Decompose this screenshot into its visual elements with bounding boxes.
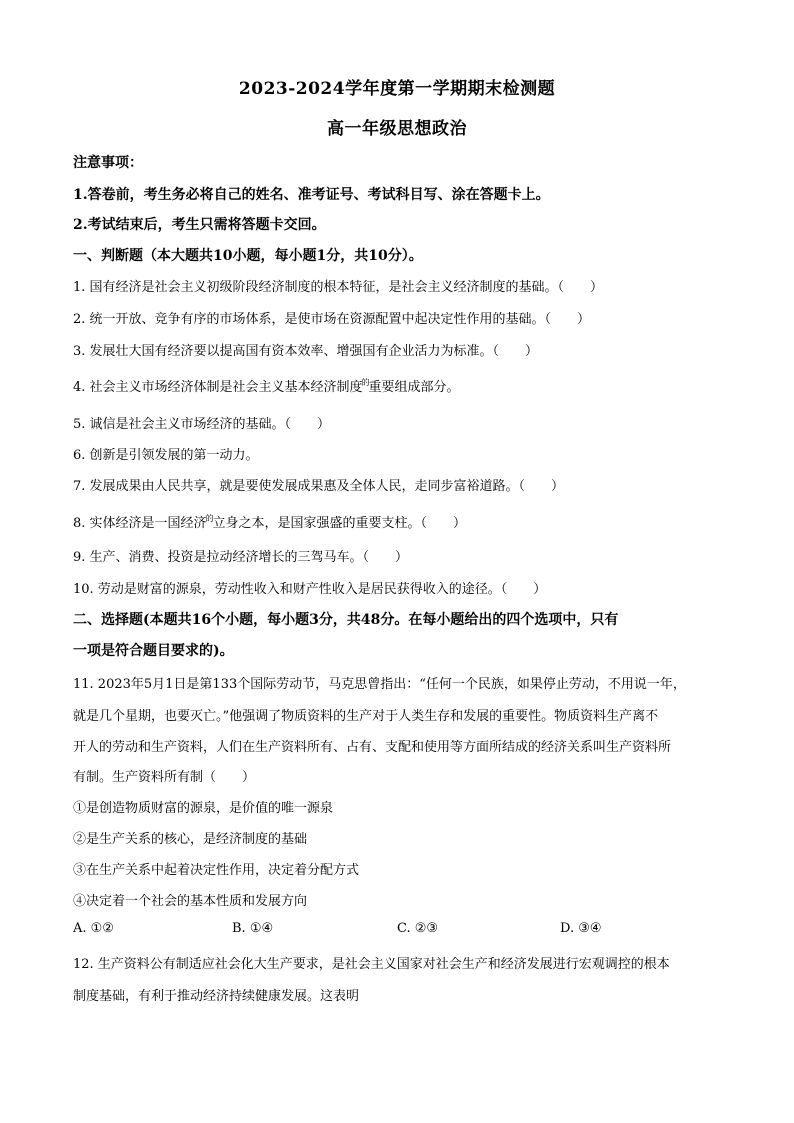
question-11-option-a: A. ①② (73, 921, 114, 936)
question-12-line-2: 制度基础，有利于推动经济持续健康发展。这表明 (73, 989, 360, 1004)
question-11-line-1: 11. 2023年5月1日是第133个国际劳动节，马克思曾指出：“任何一个民族，如果停止劳动，不用说一年， (73, 677, 686, 692)
exam-subtitle: 高一年级思想政治 (327, 119, 467, 139)
section2-heading-line1: 二、选择题(本题共16个小题，每小题3分，共48分。在每小题给出的四个选项中，只有 (73, 612, 619, 628)
question-12-line-1: 12. 生产资料公有制适应社会化大生产要求，是社会主义国家对社会生产和经济发展进行宏观调控的根本 (73, 957, 670, 972)
judge-question-3: 3. 发展壮大国有经济要以提高国有资本效率、增强国有企业活力为标准。（ ） (73, 344, 539, 359)
judge-question-6: 6. 创新是引领发展的第一动力。 (73, 448, 259, 463)
question-11-line-4: 有制。生产资料所有制（ ） (73, 770, 256, 785)
question-11-statement-1: ①是创造物质财富的源泉，是价值的唯一源泉 (73, 801, 334, 816)
notice-heading: 注意事项： (73, 155, 143, 171)
exam-title: 2023-2024学年度第一学期期末检测题 (238, 79, 556, 99)
judge-question-2: 2. 统一开放、竞争有序的市场体系，是使市场在资源配置中起决定性作用的基础。（ ） (73, 312, 591, 327)
question-11-line-2: 就是几个星期，也要灭亡。”他强调了物质资料的生产对于人类生存和发展的重要性。物质资料生产离不 (73, 709, 659, 724)
judge-question-5: 5. 诚信是社会主义市场经济的基础。（ ） (73, 417, 331, 432)
question-11-option-d: D. ③④ (560, 921, 602, 936)
question-11-statement-4: ④决定着一个社会的基本性质和发展方向 (73, 894, 308, 909)
judge-question-7: 7. 发展成果由人民共享，就是要使发展成果惠及全体人民，走同步富裕道路。（ ） (73, 479, 565, 494)
judge-question-8: 8. 实体经济是一国经济$^的$立身之本，是国家强盛的重要支柱。（ ） (73, 514, 467, 531)
question-11-option-b: B. ①④ (232, 921, 274, 936)
judge-question-9: 9. 生产、消费、投资是拉动经济增长的三驾马车。（ ） (73, 550, 409, 565)
notice-item-2: 2.考试结束后，考生只需将答题卡交回。 (73, 217, 326, 233)
judge-question-4: 4. 社会主义市场经济体制是社会主义基本经济制度$^的$重要组成部分。 (73, 378, 460, 395)
question-11-option-c: C. ②③ (397, 921, 439, 936)
notice-item-1: 1.答卷前，考生务必将自己的姓名、准考证号、考试科目写、涂在答题卡上。 (73, 187, 550, 203)
question-11-statement-2: ②是生产关系的核心，是经济制度的基础 (73, 832, 308, 847)
section2-heading-line2: 一项是符合题目要求的)。 (73, 643, 234, 659)
question-11-line-3: 开人的劳动和生产资料，人们在生产资料所有、占有、支配和使用等方面所结成的经济关系叫生产资料所 (73, 740, 672, 755)
judge-question-10: 10. 劳动是财富的源泉，劳动性收入和财产性收入是居民获得收入的途径。（ ） (73, 582, 547, 597)
judge-question-1: 1. 国有经济是社会主义初级阶段经济制度的根本特征，是社会主义经济制度的基础。（ ） (73, 280, 604, 295)
section1-heading: 一、判断题（本大题共10小题，每小题1分，共10分）。 (73, 248, 423, 264)
question-11-statement-3: ③在生产关系中起着决定性作用，决定着分配方式 (73, 863, 360, 878)
